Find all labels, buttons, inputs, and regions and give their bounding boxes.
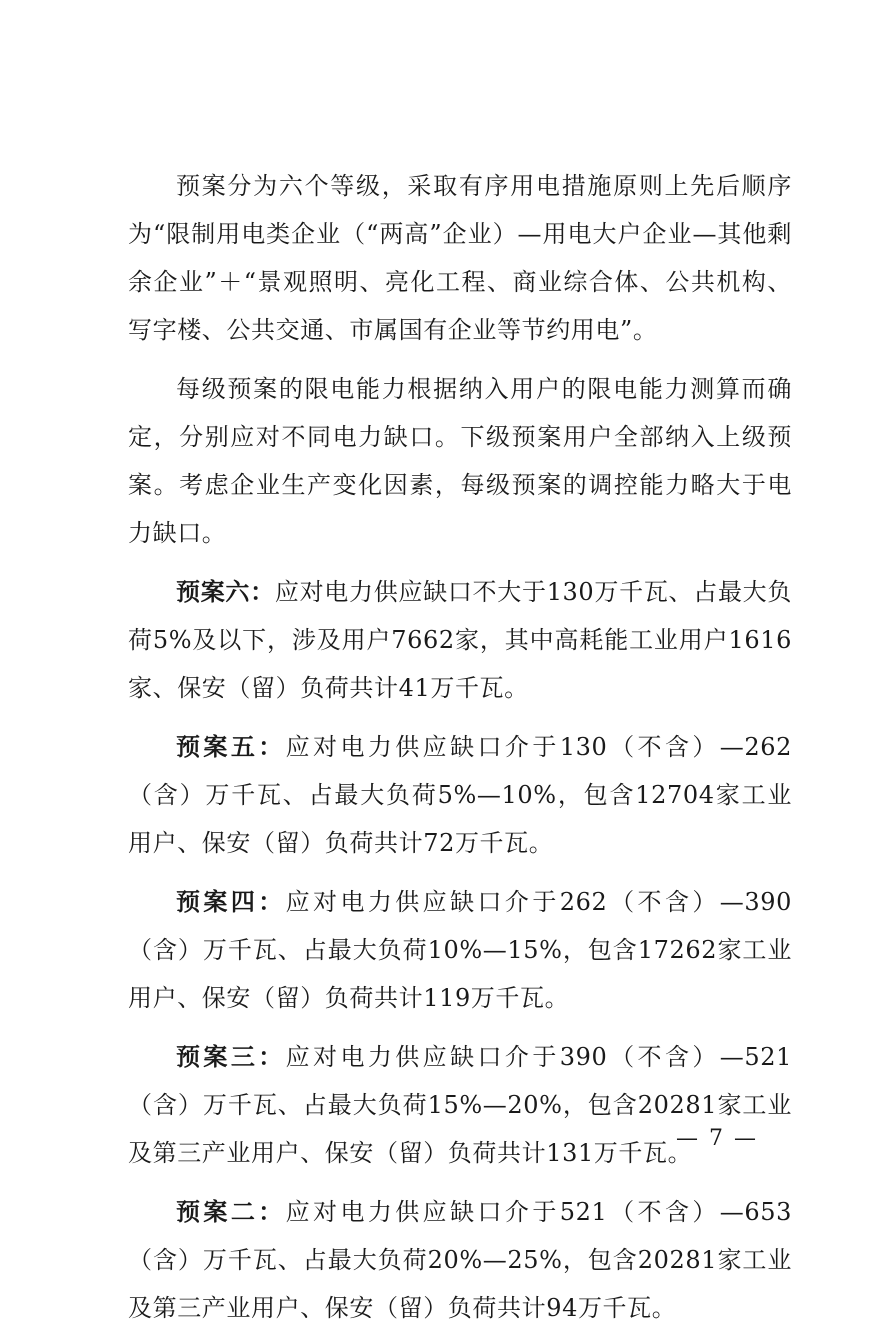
plan-two-paragraph	[128, 1188, 792, 1332]
plan-four-heading: 预案四：	[176, 887, 286, 916]
plan-two-text: 应对电力供应缺口介于521（不含）—653（含）万千瓦、占最大负荷20%—25%，包含20281家工业及第三产业用户、保安（留）负荷共计94万千瓦。	[128, 1198, 792, 1322]
plan-four-text: 应对电力供应缺口介于262（不含）—390（含）万千瓦、占最大负荷10%—15%，包含17262家工业用户、保安（留）负荷共计119万千瓦。	[128, 888, 792, 1012]
plan-six-paragraph	[128, 568, 792, 712]
paragraph-1-text: 预案分为六个等级，采取有序用电措施原则上先后顺序为“限制用电类企业（“两高”企业）—用电大户企业—其他剩余企业”＋“景观照明、亮化工程、商业综合体、公共机构、写字楼、公共交通、市属国有企业等节约用电”。	[128, 172, 792, 344]
plan-three-text: 应对电力供应缺口介于390（不含）—521（含）万千瓦、占最大负荷15%—20%，包含20281家工业及第三产业用户、保安（留）负荷共计131万千瓦。	[128, 1043, 792, 1167]
plan-six-text: 应对电力供应缺口不大于130万千瓦、占最大负荷5%及以下，涉及用户7662家，其中高耗能工业用户1616家、保安（留）负荷共计41万千瓦。	[128, 578, 792, 702]
paragraph-1	[128, 162, 792, 354]
plan-five-paragraph	[128, 723, 792, 867]
plan-five-heading: 预案五：	[176, 732, 286, 761]
plan-three-heading: 预案三：	[176, 1042, 286, 1071]
plan-four-paragraph	[128, 878, 792, 1022]
page-number: — 7 —	[676, 1126, 758, 1151]
plan-three-paragraph	[128, 1033, 792, 1177]
paragraph-2-text: 每级预案的限电能力根据纳入用户的限电能力测算而确定，分别应对不同电力缺口。下级预案用户全部纳入上级预案。考虑企业生产变化因素，每级预案的调控能力略大于电力缺口。	[128, 375, 792, 547]
paragraph-2	[128, 365, 792, 557]
plan-five-text: 应对电力供应缺口介于130（不含）—262（含）万千瓦、占最大负荷5%—10%，包含12704家工业用户、保安（留）负荷共计72万千瓦。	[128, 733, 792, 857]
plan-two-heading: 预案二：	[176, 1197, 286, 1226]
plan-six-heading: 预案六：	[176, 577, 275, 606]
